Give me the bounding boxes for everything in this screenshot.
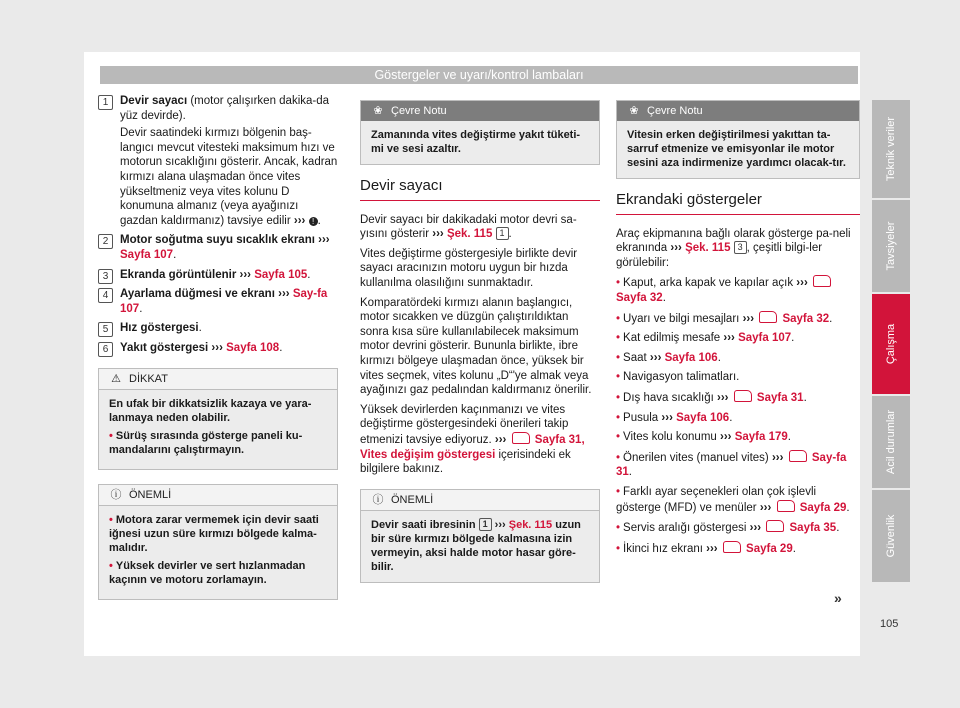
page-link[interactable]: Sayfa 179 bbox=[734, 431, 788, 444]
list-item: 6 Yakıt göstergesi ››› Sayfa 108. bbox=[98, 341, 338, 356]
car-book-icon bbox=[766, 520, 784, 532]
section-title: Ekrandaki göstergeler bbox=[616, 193, 860, 215]
ref-arrow: ››› bbox=[293, 214, 306, 227]
item-title: Hız göstergesi bbox=[120, 322, 199, 335]
page-link[interactable]: Sayfa 29 bbox=[799, 501, 847, 514]
car-book-icon bbox=[723, 541, 741, 553]
warning-symbol-icon: ! bbox=[309, 217, 318, 226]
bullet-icon: • bbox=[109, 429, 113, 442]
item-title: Ekranda görüntülenir bbox=[120, 268, 237, 281]
column-3 bbox=[616, 94, 860, 561]
bullet-icon: • bbox=[616, 351, 621, 364]
tab-calisma[interactable]: Çalışma bbox=[872, 294, 910, 394]
notice-bullet: • Yüksek devirler ve sert hızlanmadan kaçının ve motoru zorlamayın. bbox=[109, 559, 306, 586]
env-note-title: Çevre Notu bbox=[391, 105, 447, 117]
ref-arrow: ››› bbox=[494, 518, 506, 531]
car-book-icon bbox=[734, 390, 752, 402]
bullet-icon: • bbox=[616, 312, 621, 325]
warning-title: DİKKAT bbox=[129, 372, 168, 385]
warning-body bbox=[99, 390, 337, 469]
page-link[interactable]: Sayfa 31, bbox=[534, 433, 585, 446]
tab-tavsiyeler[interactable]: Tavsiyeler bbox=[872, 200, 910, 292]
car-book-icon bbox=[512, 432, 530, 444]
ref-arrow: ››› bbox=[278, 288, 290, 301]
page-link[interactable]: Sayfa 107 bbox=[738, 332, 792, 345]
page-link[interactable]: Sayfa 31 bbox=[756, 391, 804, 404]
bullet-icon: • bbox=[616, 431, 621, 444]
item-title: Devir sayacı bbox=[120, 95, 188, 107]
page-link[interactable]: Sayfa 107 bbox=[120, 248, 174, 261]
indicator-list-item: • Servis aralığı göstergesi ››› Sayfa 35. bbox=[616, 522, 840, 535]
env-note-header bbox=[361, 101, 599, 121]
car-book-icon bbox=[777, 500, 795, 512]
indicator-list-item: • Önerilen vites (manuel vites) ››› Say-fa 31. bbox=[616, 451, 847, 479]
notice-header bbox=[99, 485, 337, 506]
figure-link[interactable]: Şek. 115 bbox=[685, 242, 731, 255]
bullet-icon: • bbox=[616, 332, 621, 345]
warning-box bbox=[98, 368, 338, 470]
ref-arrow: ››› bbox=[649, 351, 662, 364]
page-link[interactable]: Sayfa 29 bbox=[746, 542, 793, 555]
column-1 bbox=[98, 94, 338, 614]
ref-arrow: ››› bbox=[211, 341, 223, 354]
item-extra-text: Devir saatindeki kırmızı bölgenin baş-langıcı mevcut vitesteki maksimum hızı ve motorun sıcaklığını gösterir. Ancak, kadran kırmızı alana ulaşmadan önce vites yükseltmeniz veya vites kolunu D konumuna almanız (veya ayağınızı gazdan kaldırmanız) tavsiye edilir bbox=[120, 127, 338, 227]
info-circle-icon: ⓘ bbox=[372, 493, 384, 506]
env-note-text: Zamanında vites değiştirme yakıt tüketi-mi ve sesi azaltır. bbox=[371, 129, 581, 155]
item-number: 3 bbox=[98, 269, 113, 284]
notice-title: ÖNEMLİ bbox=[129, 488, 172, 501]
page-link[interactable]: Sayfa 108 bbox=[226, 341, 280, 354]
list-item: 1 Devir sayacı (motor çalışırken dakika-da yüz devirde). Devir saatindeki kırmızı bölgenin baş-langıcı mevcut vitesteki maksimum hızı ve motorun sıcaklığını gösterir. Ancak, kadran kırmızı alana ulaşmadan önce vites yükseltmeniz veya vites kolunu D konumuna almanız (veya ayağınızı gazdan kaldırmanız) tavsiye edilir ››› ! . bbox=[98, 94, 338, 228]
indicator-list-item: • İkinci hız ekranı ››› Sayfa 29. bbox=[616, 542, 796, 555]
page-link[interactable]: Sayfa 106 bbox=[676, 411, 730, 424]
page-header: Göstergeler ve uyarı/kontrol lambaları bbox=[100, 66, 858, 84]
ref-arrow: ››› bbox=[759, 501, 772, 514]
indicator-list-item: • Farklı ayar seçenekleri olan çok işlevli gösterge (MFD) ve menüler ››› Sayfa 29. bbox=[616, 485, 850, 514]
list-item: 3 Ekranda görüntülenir ››› Sayfa 105. bbox=[98, 268, 338, 283]
ref-arrow: ››› bbox=[796, 277, 808, 290]
figure-link[interactable]: Şek. 115 bbox=[446, 228, 493, 241]
page-link[interactable]: Say-fa 31 bbox=[616, 451, 847, 479]
indicator-list-item: • Navigasyon talimatları. bbox=[616, 371, 740, 384]
warning-intro: En ufak bir dikkatsizlik kazaya ve yara-lanmaya neden olabilir. bbox=[109, 397, 312, 424]
notice-body bbox=[99, 506, 337, 599]
paragraph: Vites değiştirme göstergesiyle birlikte devir sayacı aracınızın motoru uygun bir hızda kullanılma olasılığını sunmaktadır. bbox=[360, 247, 578, 289]
list-item: 4 Ayarlama düğmesi ve ekranı ››› Say-fa 107. bbox=[98, 287, 338, 316]
column-2 bbox=[360, 94, 600, 597]
page-link[interactable]: Sayfa 106 bbox=[664, 351, 718, 364]
ref-arrow: ››› bbox=[670, 242, 682, 255]
indicator-list-item: • Kat edilmiş mesafe ››› Sayfa 107. bbox=[616, 332, 795, 345]
notice-title: ÖNEMLİ bbox=[391, 493, 434, 506]
ref-arrow: ››› bbox=[239, 268, 251, 281]
ref-arrow: ››› bbox=[749, 522, 762, 535]
env-note-text: Vitesin erken değiştirilmesi yakıttan ta-sarruf etmenize ve emisyonlar ile motor sesini aza indirmenize yardımcı olacak-tır. bbox=[627, 129, 846, 169]
info-circle-icon: ⓘ bbox=[110, 488, 122, 501]
indicator-list bbox=[616, 275, 860, 556]
warning-triangle-icon: ⚠ bbox=[111, 372, 121, 385]
paragraph: Araç ekipmanına bağlı olarak gösterge pa-neli ekranında ››› Şek. 115 3 , çeşitli bilgi-ler görülebilir: bbox=[616, 227, 851, 269]
paragraph: Komparatördeki kırmızı alanın başlangıcı, motor sıcakken ve düzgün çalıştırıldıktan sonra kısa süre kullanılabilecek maksimum motor devrini gösterir. Bununla birlikte, ibre kırmızı bölgeye ulaşmadan önce, yüksek bir vites seçmek, vites kolunu „D“'ye almak veya ayağınızı gaz pedalından kaldırmanız önerilir. bbox=[360, 296, 592, 397]
figure-link[interactable]: Şek. 115 bbox=[508, 518, 553, 531]
ref-arrow: ››› bbox=[432, 228, 444, 241]
page-link[interactable]: Say-fa 107 bbox=[120, 288, 328, 315]
ref-arrow: ››› bbox=[771, 451, 784, 464]
page-link[interactable]: Sayfa 32 bbox=[616, 291, 663, 304]
list-item: 2 Motor soğutma suyu sıcaklık ekranı ››› Sayfa 107. bbox=[98, 233, 338, 262]
item-number: 5 bbox=[98, 322, 113, 337]
tab-acil-durumlar[interactable]: Acil durumlar bbox=[872, 396, 910, 488]
car-book-icon bbox=[759, 311, 777, 323]
paragraph: Devir sayacı bir dakikadaki motor devri sa-yısını gösterir ››› Şek. 115 1 . bbox=[360, 213, 577, 241]
callout-number: 3 bbox=[734, 241, 747, 254]
item-title: Motor soğutma suyu sıcaklık ekranı bbox=[120, 234, 315, 247]
tab-guvenlik[interactable]: Güvenlik bbox=[872, 490, 910, 582]
item-number: 2 bbox=[98, 234, 113, 249]
env-note-title: Çevre Notu bbox=[647, 105, 703, 117]
warning-bullet: • Sürüş sırasında gösterge paneli ku-mandalarını çalıştırmayın. bbox=[109, 429, 303, 456]
car-book-icon bbox=[789, 450, 807, 462]
notice-bullet: • Motora zarar vermemek için devir saati iğnesi uzun süre kırmızı bölgede kalma-malıdır. bbox=[109, 513, 319, 554]
indicator-list-item: • Pusula ››› Sayfa 106. bbox=[616, 411, 733, 424]
section-title: Devir sayacı bbox=[360, 179, 600, 201]
list-item: 5 Hız göstergesi. bbox=[98, 321, 338, 336]
item-number: 6 bbox=[98, 342, 113, 357]
ref-arrow: ››› bbox=[717, 391, 729, 404]
bullet-icon: • bbox=[616, 542, 621, 555]
leaf-icon: ❀ bbox=[629, 105, 639, 117]
page-link[interactable]: Sayfa 35 bbox=[789, 522, 837, 535]
section-link[interactable]: Vites değişim göstergesi bbox=[360, 448, 496, 461]
ref-arrow: ››› bbox=[723, 332, 735, 345]
bullet-icon: • bbox=[109, 513, 113, 526]
notice-box bbox=[360, 489, 600, 583]
ref-arrow: ››› bbox=[661, 411, 673, 424]
notice-box bbox=[98, 484, 338, 600]
ref-arrow: ››› bbox=[706, 542, 718, 555]
item-title: Ayarlama düğmesi ve ekranı bbox=[120, 288, 275, 301]
page-link[interactable]: Sayfa 32 bbox=[782, 312, 830, 325]
callout-number: 1 bbox=[496, 227, 509, 240]
ref-arrow: ››› bbox=[720, 431, 732, 444]
indicator-list-item: • Kaput, arka kapak ve kapılar açık ››› Sayfa 32. bbox=[616, 275, 860, 305]
warning-header bbox=[99, 369, 337, 390]
paragraph: Yüksek devirlerden kaçınmanızı ve vites değiştirme göstergesindeki önerileri takip etmenizi tavsiye ediyoruz. ››› Sayfa 31, Vites değişim göstergesi içerisindeki ek bilgilere bakınız. bbox=[360, 403, 585, 476]
notice-body: Devir saati ibresinin 1 ››› Şek. 115 uzun bir süre kırmızı bölgede kalmasına izin vermeyin, aksi halde motor hasar göre-bilir. bbox=[371, 518, 581, 573]
indicator-list-item: • Uyarı ve bilgi mesajları ››› Sayfa 32. bbox=[616, 312, 833, 325]
indicator-list-item: • Vites kolu konumu ››› Sayfa 179. bbox=[616, 431, 791, 444]
env-note-box bbox=[616, 100, 860, 179]
bullet-icon: • bbox=[616, 277, 621, 290]
env-note-box bbox=[360, 100, 600, 165]
tab-teknik-veriler[interactable]: Teknik veriler bbox=[872, 100, 910, 198]
bullet-icon: • bbox=[616, 411, 621, 424]
callout-number: 1 bbox=[479, 518, 492, 531]
notice-header bbox=[361, 490, 599, 511]
bullet-icon: • bbox=[616, 485, 621, 498]
car-book-icon bbox=[813, 275, 831, 287]
ref-arrow: ››› bbox=[494, 433, 507, 446]
item-number: 1 bbox=[98, 95, 113, 110]
item-number: 4 bbox=[98, 288, 113, 303]
ref-arrow: ››› bbox=[318, 234, 330, 247]
bullet-icon: • bbox=[616, 371, 621, 384]
item-text: (motor çalışırken dakika-da yüz devirde). bbox=[120, 95, 330, 122]
bullet-icon: • bbox=[616, 522, 621, 535]
bullet-icon: • bbox=[616, 391, 621, 404]
page-number: 105 bbox=[880, 618, 899, 630]
bullet-icon: • bbox=[109, 559, 113, 572]
page-link[interactable]: Sayfa 105 bbox=[254, 268, 308, 281]
indicator-list-item: • Dış hava sıcaklığı ››› Sayfa 31. bbox=[616, 391, 807, 404]
indicator-list-item: • Saat ››› Sayfa 106. bbox=[616, 351, 721, 364]
continue-mark: » bbox=[834, 590, 842, 606]
ref-arrow: ››› bbox=[742, 312, 755, 325]
bullet-icon: • bbox=[616, 451, 621, 464]
leaf-icon: ❀ bbox=[373, 105, 383, 117]
env-note-header bbox=[617, 101, 859, 121]
item-title: Yakıt göstergesi bbox=[120, 341, 209, 354]
